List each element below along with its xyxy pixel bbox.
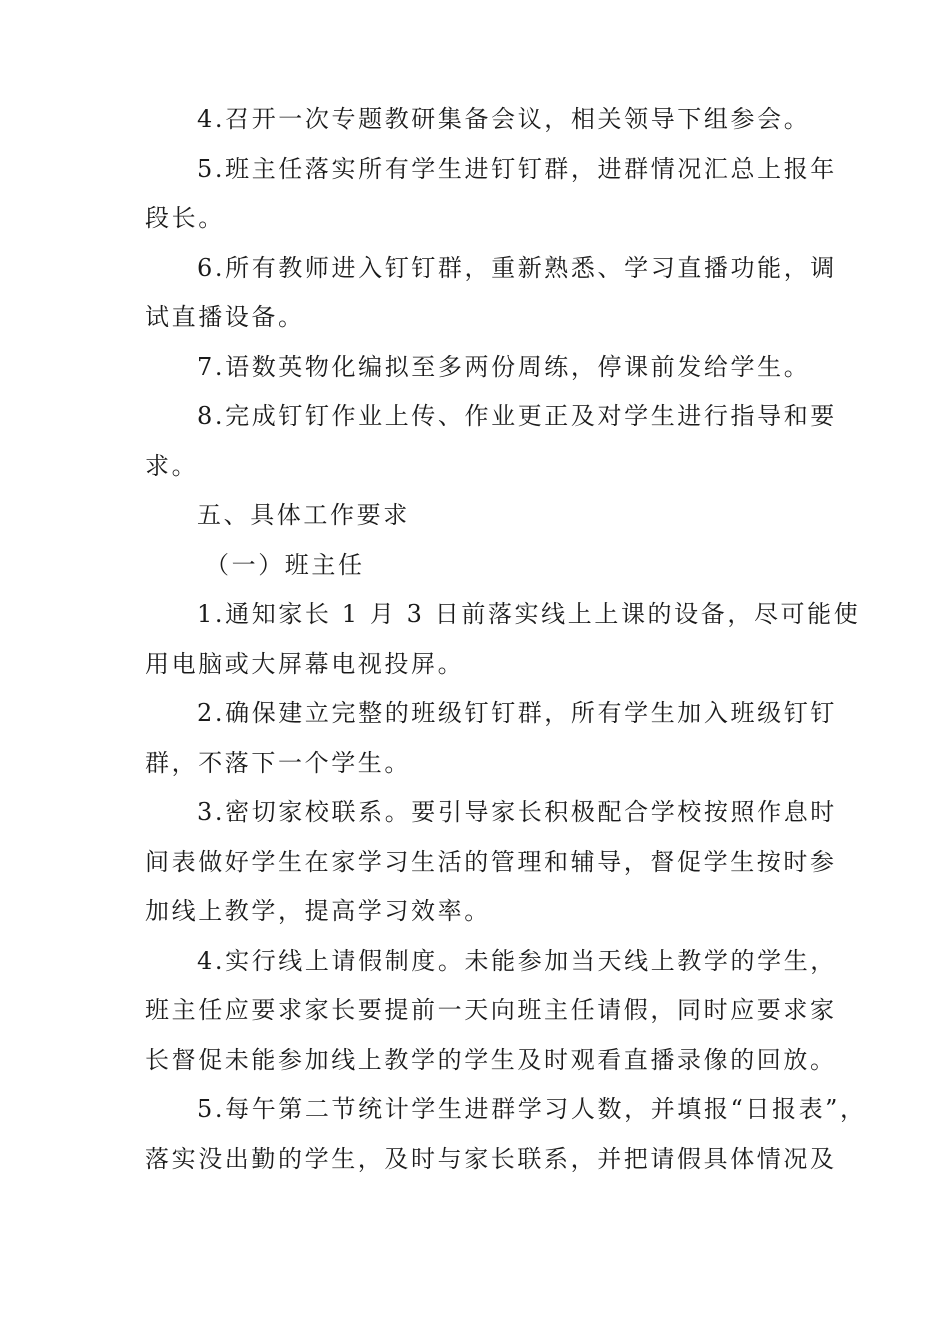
text-line: 用电脑或大屏幕电视投屏。: [145, 649, 465, 678]
text-line: 5.每午第二节统计学生进群学习人数，并填报“日报表”，: [197, 1095, 867, 1123]
section-heading: 五、具体工作要求: [197, 501, 410, 529]
document-body: [145, 95, 867, 1184]
text-line: 2.确保建立完整的班级钉钉群，所有学生加入班级钉钉: [197, 699, 837, 727]
text-line: 长督促未能参加线上教学的学生及时观看直播录像的回放。: [145, 1045, 837, 1074]
text-line: 6.所有教师进入钉钉群，重新熟悉、学习直播功能，调: [197, 253, 837, 282]
text-line: 5.班主任落实所有学生进钉钉群，进群情况汇总上报年: [197, 154, 837, 183]
text-line: 7.语数英物化编拟至多两份周练，停课前发给学生。: [197, 352, 811, 381]
text-line: 8.完成钉钉作业上传、作业更正及对学生进行指导和要: [197, 402, 837, 430]
text-line: 3.密切家校联系。要引导家长积极配合学校按照作息时: [197, 798, 837, 826]
text-line: 试直播设备。: [145, 303, 305, 331]
text-line: 段长。: [145, 204, 225, 232]
text-line: 4.实行线上请假制度。未能参加当天线上教学的学生，: [197, 946, 837, 975]
text-line: 间表做好学生在家学习生活的管理和辅导，督促学生按时参: [145, 847, 837, 876]
text-line: 群，不落下一个学生。: [145, 748, 411, 777]
subsection-heading: （一）班主任: [205, 550, 365, 579]
text-line: 加线上教学，提高学习效率。: [145, 897, 491, 925]
text-line: 1.通知家长 1 月 3 日前落实线上上课的设备，尽可能使: [197, 600, 861, 628]
text-line: 落实没出勤的学生，及时与家长联系，并把请假具体情况及: [145, 1144, 837, 1173]
text-line: 4.召开一次专题教研集备会议，相关领导下组参会。: [197, 105, 811, 133]
text-line: 求。: [145, 451, 199, 480]
text-line: 班主任应要求家长要提前一天向班主任请假，同时应要求家: [145, 996, 837, 1024]
